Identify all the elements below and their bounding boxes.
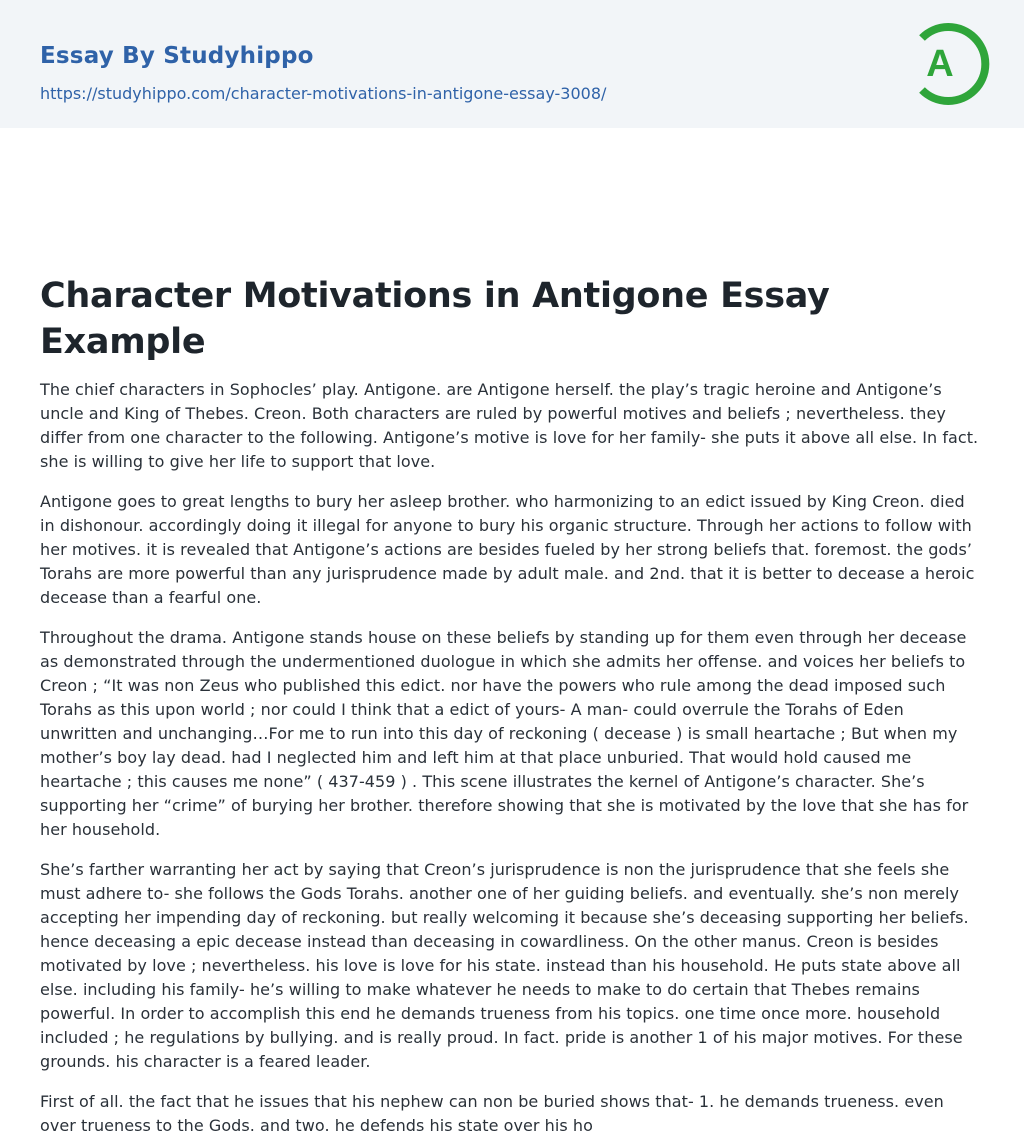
essay-paragraph: She’s farther warranting her act by saying that Creon’s jurisprudence is non the jurisprudence that she feels she must adhere to- she follows the Gods Torahs. another one of her guiding beliefs. and eventually. she’s non merely accepting her impending day of reckoning. but really welcoming it because she’s deceasing supporting her beliefs. hence deceasing a epic decease instead than deceasing in cowardliness. On the other manus. Creon is besides motivated by love ; nevertheless. his love is love for his state. instead than his household. He puts state above all else. including his family- he’s willing to make whatever he needs to make to do certain that Thebes remains powerful. In order to accomplish this end he demands trueness from his topics. one time once more. household included ; he regulations by bullying. and is really proud. In fact. pride is another 1 of his major motives. For these grounds. his character is a feared leader. — [40, 860, 969, 1071]
essay-paragraph: First of all. the fact that he issues that his nephew can non be buried shows that- 1. he demands trueness. even over trueness to the Gods. and two. he defends his state over his ho — [40, 1092, 944, 1135]
essay-url-link[interactable]: https://studyhippo.com/character-motivations-in-antigone-essay-3008/ — [40, 84, 607, 103]
logo-letter: A — [926, 43, 954, 85]
essay-content — [0, 128, 1024, 1138]
essay-paragraph: Antigone goes to great lengths to bury her asleep brother. who harmonizing to an edict issued by King Creon. died in dishonour. accordingly doing it illegal for anyone to bury his organic structure. Through her actions to follow with her motives. it is revealed that Antigone’s actions are besides fueled by her strong beliefs that. foremost. the gods’ Torahs are more powerful than any jurisprudence made by adult male. and 2nd. that it is better to decease a heroic decease than a fearful one. — [40, 492, 975, 607]
site-header — [0, 0, 1024, 128]
essay-body — [40, 378, 984, 1138]
site-name[interactable]: Essay By Studyhippo — [40, 43, 314, 69]
essay-paragraph: Throughout the drama. Antigone stands house on these beliefs by standing up for them even through her decease as demonstrated through the undermentioned duologue in which she admits her offense. and voices her beliefs to Creon ; “It was non Zeus who published this edict. nor have the powers who rule among the dead imposed such Torahs as this upon world ; nor could I think that a edict of yours- A man- could overrule the Torahs of Eden unwritten and unchanging…For me to run into this day of reckoning ( decease ) is small heartache ; But when my mother’s boy lay dead. had I neglected him and left him at that place unburied. That would hold caused me heartache ; this causes me none” ( 437-459 ) . This scene illustrates the kernel of Antigone’s character. She’s supporting her “crime” of burying her brother. therefore showing that she is motivated by the love that she has for her household. — [40, 628, 969, 839]
essay-title: Character Motivations in Antigone Essay Example — [40, 276, 830, 362]
studyhippo-logo-icon[interactable] — [900, 14, 1000, 114]
essay-paragraph: The chief characters in Sophocles’ play. Antigone. are Antigone herself. the play’s tragic heroine and Antigone’s uncle and King of Thebes. Creon. Both characters are ruled by powerful motives and beliefs ; nevertheless. they differ from one character to the following. Antigone’s motive is love for her family- she puts it above all else. In fact. she is willing to give her life to support that love. — [40, 380, 979, 471]
